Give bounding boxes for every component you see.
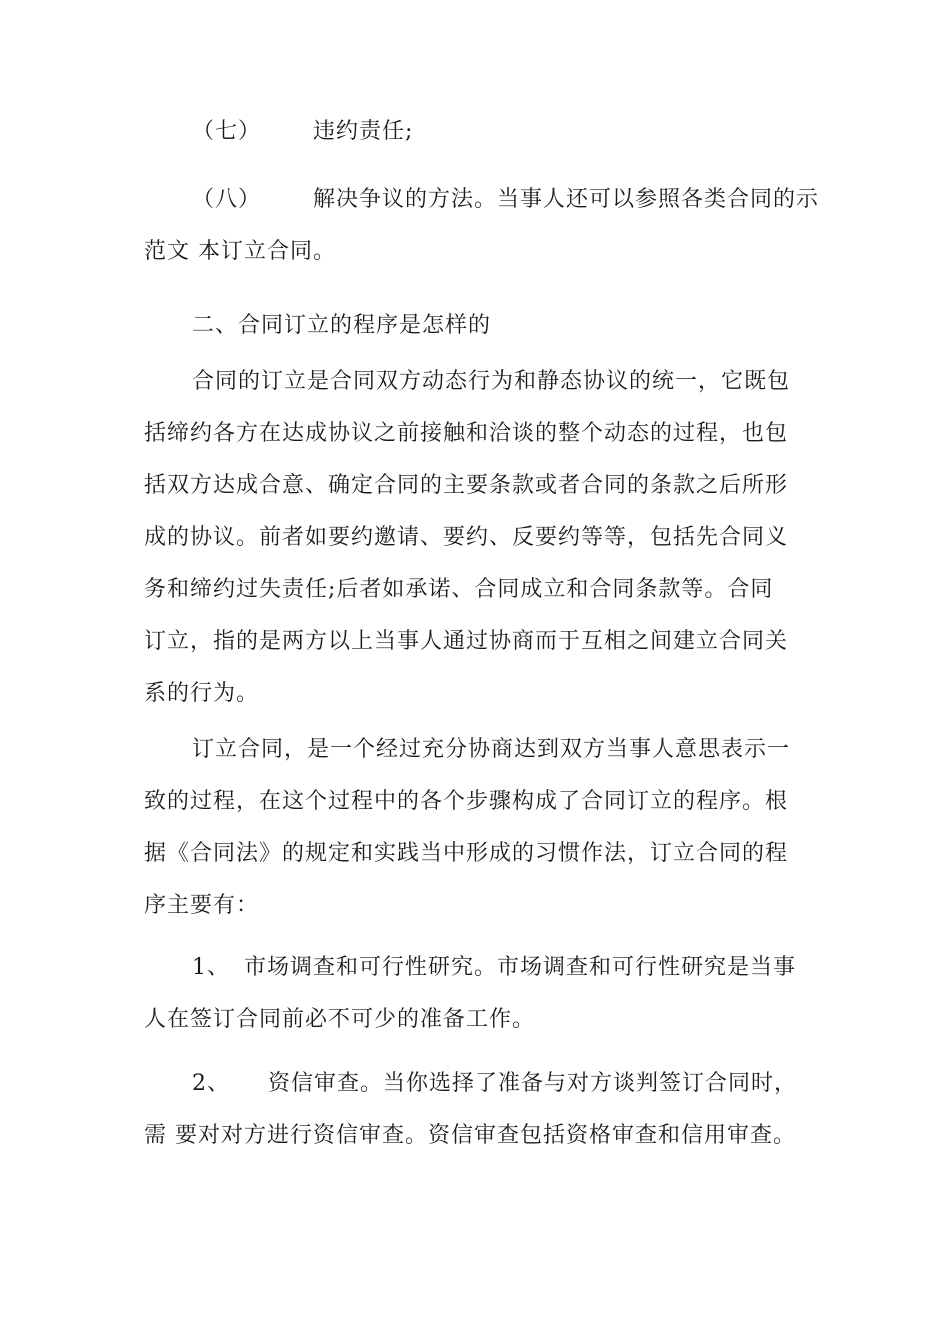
step-text: 市场调查和可行性研究。市场调查和可行性研究是当事: [244, 955, 797, 980]
procedure-step-1: [144, 942, 824, 1046]
step-text: 资信审查。当你选择了准备与对方谈判签订合同时，: [268, 1071, 798, 1096]
clause-marker: （七）: [192, 119, 262, 144]
clause-marker: （八）: [192, 187, 262, 212]
clause-item-7-line: [144, 106, 824, 158]
step-marker: 1、: [192, 955, 230, 980]
paragraph-line: 括缔约各方在达成协议之前接触和洽谈的整个动态的过程，也包: [144, 421, 789, 446]
clause-text: 违约责任;: [313, 119, 414, 144]
clause-item-7: [144, 106, 824, 158]
paragraph-line: 据《合同法》的规定和实践当中形成的习惯作法，订立合同的程: [144, 841, 789, 866]
paragraph-line: 合同的订立是合同双方动态行为和静态协议的统一，它既包: [192, 369, 791, 394]
paragraph-line: 致的过程，在这个过程中的各个步骤构成了合同订立的程序。根: [144, 789, 789, 814]
paragraph-line: 订立合同，是一个经过充分协商达到双方当事人意思表示一: [192, 737, 791, 762]
paragraph-line: 务和缔约过失责任;后者如承诺、合同成立和合同条款等。合同: [144, 577, 774, 602]
procedure-step-1-line-2: 人在签订合同前必不可少的准备工作。: [144, 1007, 536, 1032]
procedure-step-2: [144, 1058, 824, 1162]
paragraph-line: 序主要有：: [144, 893, 260, 918]
procedure-step-2-line-2: 需 要对对方进行资信审查。资信审查包括资格审查和信用审查。: [144, 1123, 796, 1148]
paragraph-line: 括双方达成合意、确定合同的主要条款或者合同的条款之后所形: [144, 473, 789, 498]
section-heading: 二、合同订立的程序是怎样的: [192, 313, 492, 338]
step-marker: 2、: [192, 1071, 230, 1096]
clause-item-8: [144, 174, 824, 278]
clause-item-8-line-1: [144, 174, 824, 226]
paragraph-line: 成的协议。前者如要约邀请、要约、反要约等等，包括先合同义: [144, 525, 789, 550]
procedure-step-1-line-1: [144, 942, 824, 994]
paragraph-1: [144, 356, 824, 720]
clause-text: 解决争议的方法。当事人还可以参照各类合同的示: [313, 187, 820, 212]
paragraph-line: 订立，指的是两方以上当事人通过协商而于互相之间建立合同关: [144, 629, 789, 654]
clause-item-8-line-2: 范文 本订立合同。: [144, 239, 336, 264]
procedure-step-2-line-1: [144, 1058, 824, 1110]
paragraph-line: 系的行为。: [144, 681, 260, 706]
paragraph-2: [144, 724, 824, 932]
section-heading-block: [144, 300, 824, 352]
